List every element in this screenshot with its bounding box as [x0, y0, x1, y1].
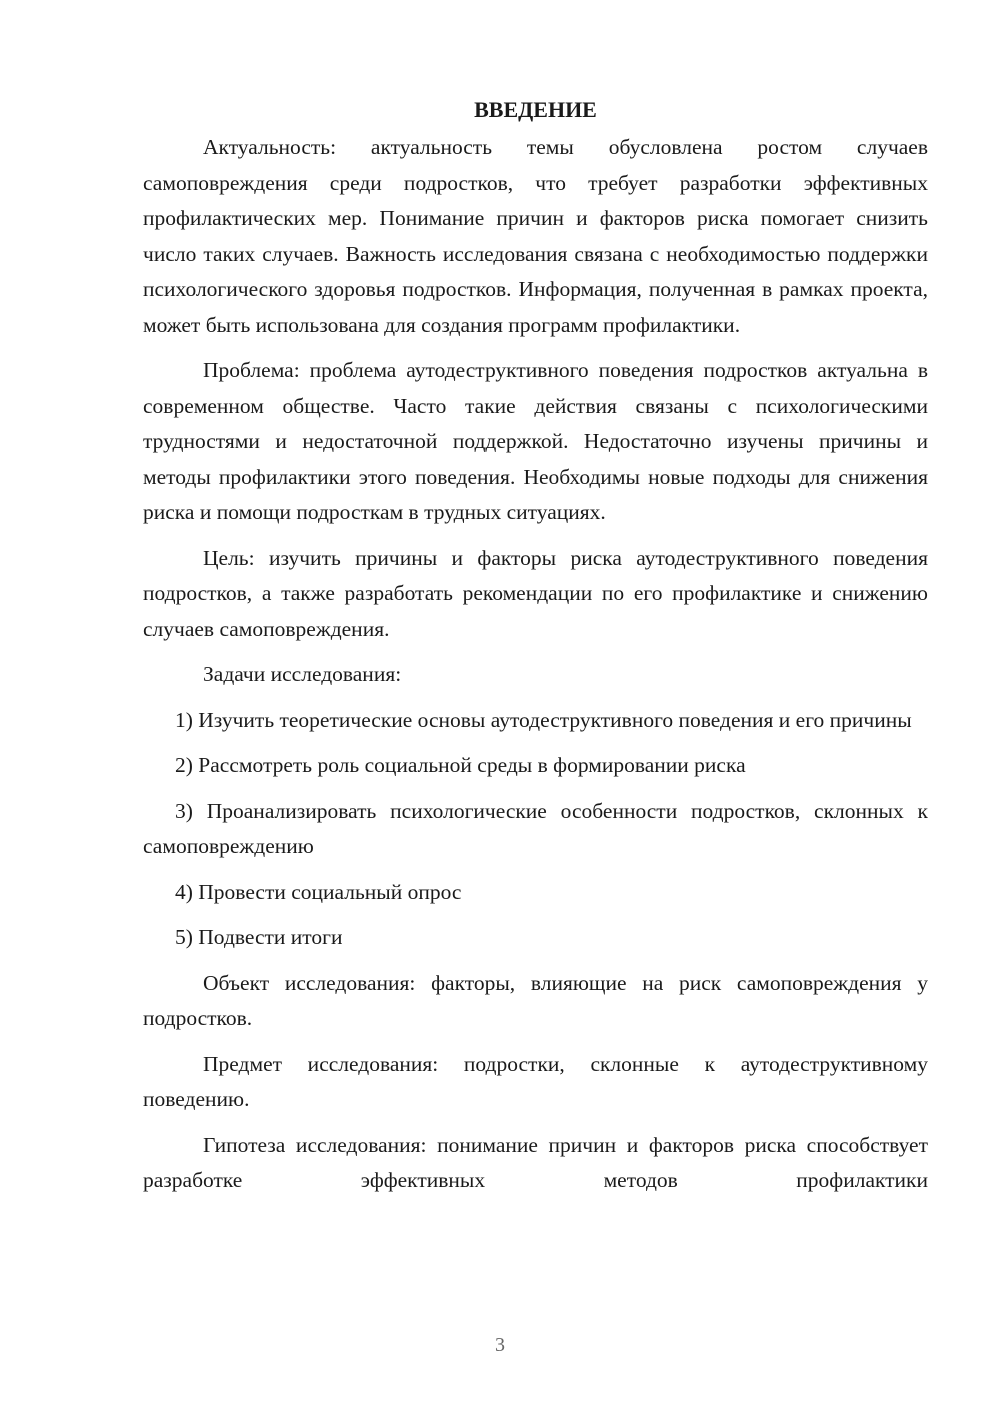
- task-item-1: 1) Изучить теоретические основы аутодеструктивного поведения и его причины: [175, 707, 912, 732]
- subject-paragraph: Предмет исследования: подростки, склонные к аутодеструктивному поведению.: [143, 1051, 928, 1111]
- task-item-2: 2) Рассмотреть роль социальной среды в формировании риска: [175, 753, 746, 777]
- object-paragraph: Объект исследования: факторы, влияющие на риск самоповреждения у подростков.: [143, 970, 928, 1030]
- tasks-heading: Задачи исследования:: [203, 662, 402, 686]
- hypothesis-paragraph: Гипотеза исследования: понимание причин и факторов риска способствует разработке эффективных методов профилактики: [143, 1132, 928, 1192]
- document-page: [143, 92, 928, 1209]
- problem-paragraph: Проблема: проблема аутодеструктивного поведения подростков актуальна в современном обществе. Часто такие действия связаны с психологическими трудностями и недостаточной поддержкой. Недостаточно изучены причины и методы профилактики этого поведения. Необходимы новые подходы для снижения риска и помощи подросткам в трудных ситуациях.: [143, 358, 928, 524]
- goal-paragraph: Цель: изучить причины и факторы риска аутодеструктивного поведения подростков, а также разработать рекомендации по его профилактике и снижению случаев самоповреждения.: [143, 545, 928, 641]
- relevance-paragraph: Актуальность: актуальность темы обусловлена ростом случаев самоповреждения среди подростков, что требует разработки эффективных профилактических мер. Понимание причин и факторов риска помогает снизить число таких случаев. Важность исследования связана с необходимостью поддержки психологического здоровья подростков. Информация, полученная в рамках проекта, может быть использована для создания программ профилактики.: [143, 135, 928, 337]
- task-item-4: 4) Провести социальный опрос: [175, 879, 462, 904]
- section-title: ВВЕДЕНИЕ: [474, 97, 597, 122]
- page-number: 3: [495, 1334, 505, 1356]
- task-item-3: 3) Проанализировать психологические особенности подростков, склонных к самоповреждению: [143, 798, 928, 858]
- task-item-5: 5) Подвести итоги: [175, 925, 343, 949]
